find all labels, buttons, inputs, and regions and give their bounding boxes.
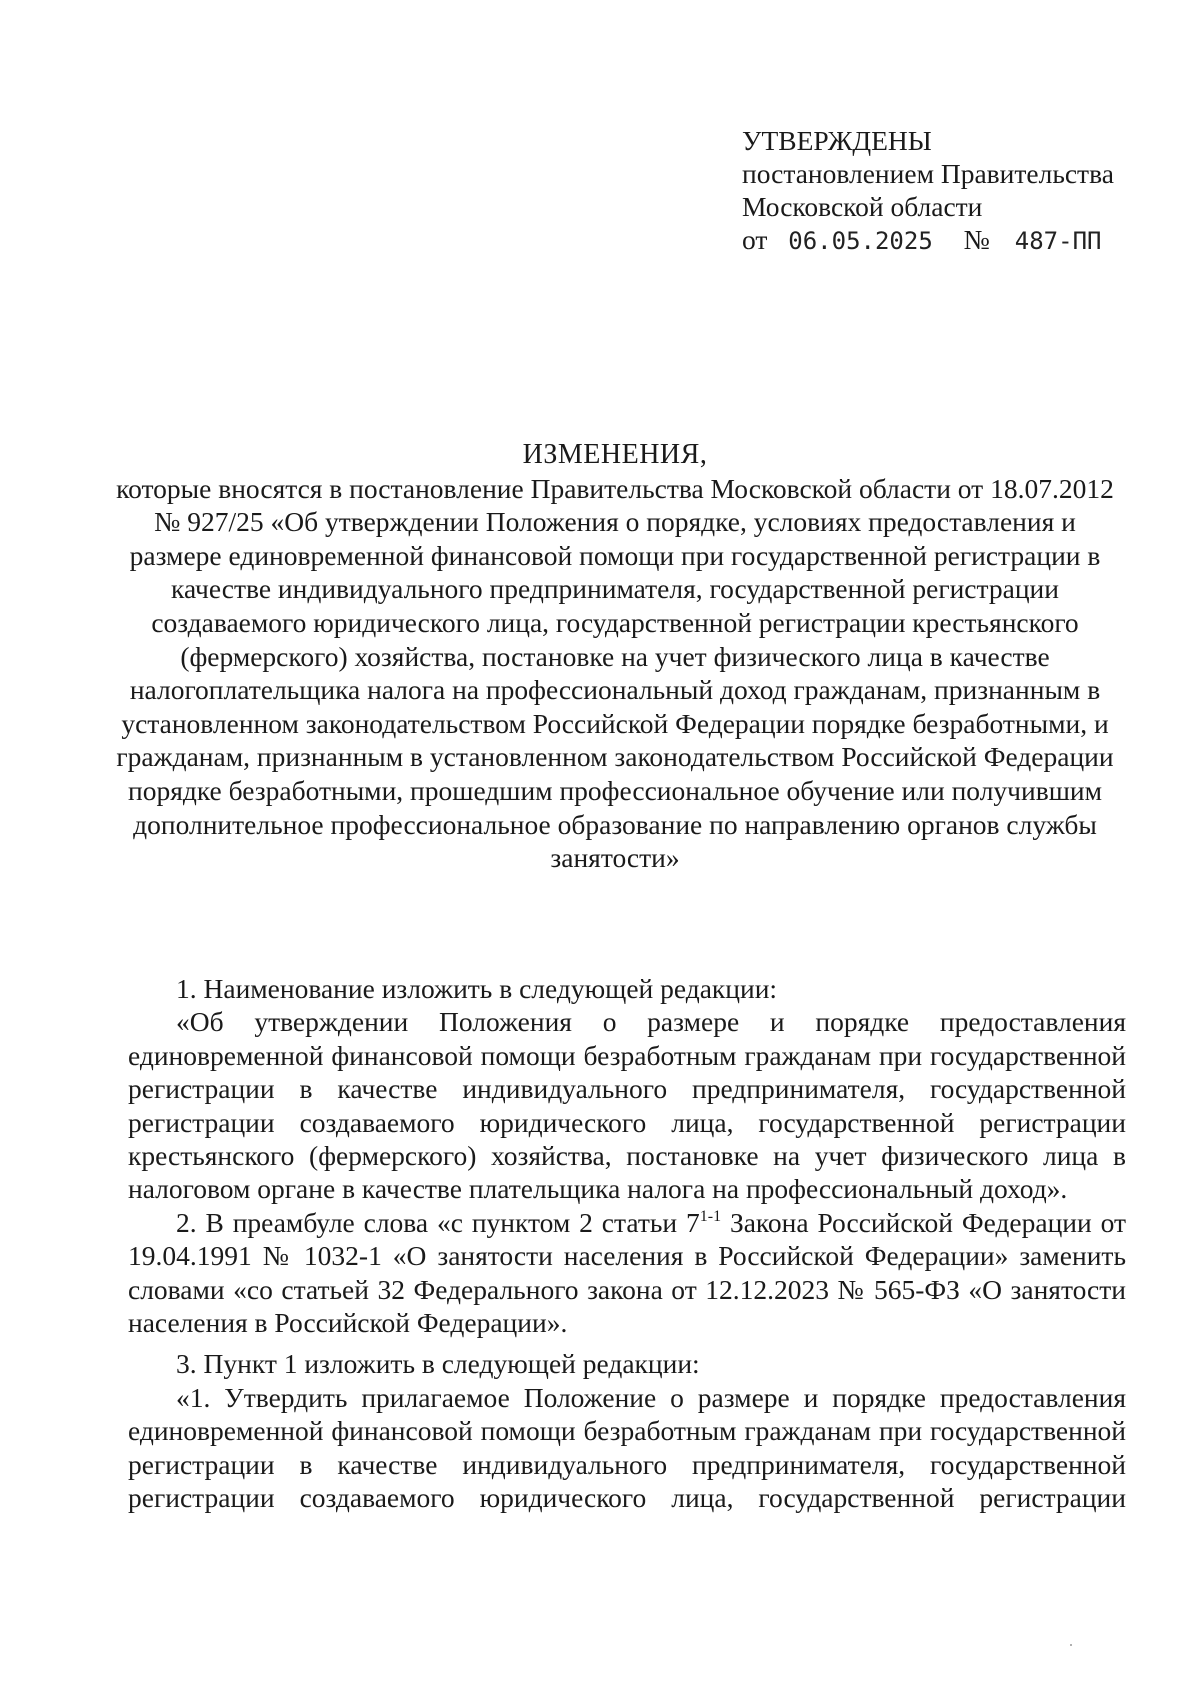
approval-heading: УТВЕРЖДЕНЫ xyxy=(742,125,932,156)
item-2 xyxy=(128,1206,1126,1340)
item-2-text-end: Закона Российской Федерации от 19.04.1991 № 1032-1 «О занятости населения в Российской Федерации» заменить словами «со статьей 32 Федерального закона от 12.12.2023 № 565-ФЗ «О занятости населения в Российской Федерации». xyxy=(128,1206,1126,1339)
item-3-quote: «1. Утвердить прилагаемое Положение о размере и порядке предоставления единовременной финансовой помощи безработным гражданам при государственной регистрации в качестве индивидуального предпринимателя, государственной регистрации создаваемого юридического лица, государственной регистрации xyxy=(128,1381,1126,1514)
item-3: 3. Пункт 1 изложить в следующей редакции: xyxy=(176,1348,700,1380)
title-text: которые вносятся в постановление Правительства Московской области от 18.07.2012 № 927/25 «Об утверждении Положения о порядке, условиях предоставления и размере единовременной финансовой помощи при государственной регистрации в качестве индивидуального предпринимателя, государственной регистрации создаваемого юридического лица, государственной регистрации крестьянского (фермерского) хозяйства, постановке на учет физического лица в качестве налогоплательщика налога на профессиональный доход гражданам, признанным в установленном законодательством Российской Федерации порядке безработными, и гражданам, признанным в установленном законодательством Российской Федерации порядке безработными, прошедшим профессиональное обучение или получившим дополнительное профессиональное образование по направлению органов службы занятости» xyxy=(116,472,1114,874)
item-2-superscript: 1-1 xyxy=(699,1207,722,1225)
document-title xyxy=(110,438,1120,875)
approval-stamp xyxy=(742,124,1182,258)
item-2-text-start: 2. В преамбуле слова «с пунктом 2 статьи 7 xyxy=(176,1206,700,1238)
approval-date: 06.05.2025 xyxy=(788,227,933,255)
approval-date-number xyxy=(742,223,1182,258)
approval-line-1: постановлением Правительства xyxy=(742,158,1114,189)
approval-number: 487-ПП xyxy=(1014,227,1102,255)
title-heading: ИЗМЕНЕНИЯ, xyxy=(522,439,708,470)
approval-number-sign: № xyxy=(963,224,990,255)
approval-line-2: Московской области xyxy=(742,191,983,222)
item-1: 1. Наименование изложить в следующей редакции: xyxy=(176,973,778,1004)
approval-date-prefix: от xyxy=(742,224,768,255)
document-body xyxy=(128,972,1126,1515)
item-1-quote: «Об утверждении Положения о размере и порядке предоставления единовременной финансовой помощи безработным гражданам при государственной регистрации в качестве индивидуального предпринимателя, государственной регистрации создаваемого юридического лица, государственной регистрации крестьянского (фермерского) хозяйства, постановке на учет физического лица в налоговом органе в качестве плательщика налога на профессиональный доход». xyxy=(128,1006,1126,1205)
scan-speck xyxy=(1070,1644,1072,1646)
